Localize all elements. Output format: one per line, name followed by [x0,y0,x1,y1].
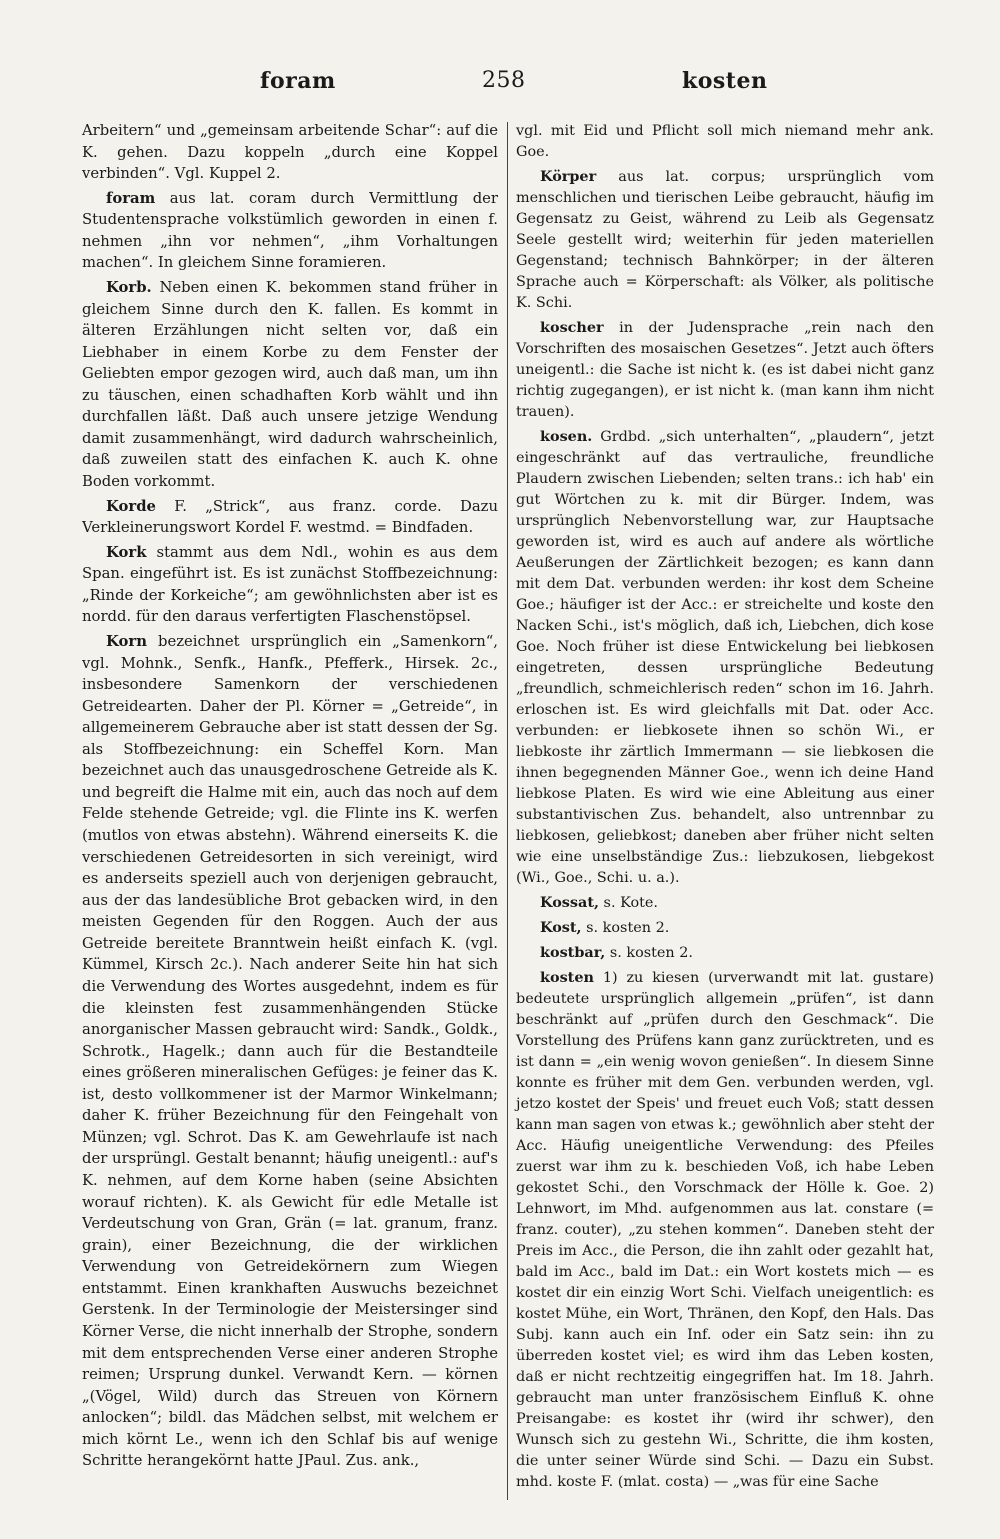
entry-headword: Korde [106,497,156,515]
entry-headword: kosten [540,969,594,986]
entry-koscher [516,317,934,423]
entry-kossat [516,892,934,914]
entry-koerper [516,166,934,314]
entry-text: s. kosten 2. [605,945,693,961]
entry-text: s. kosten 2. [581,920,670,936]
entry-headword: kostbar, [540,944,606,961]
entry-headword: Kork [106,543,147,561]
left-column [82,120,498,1475]
entry-text: F. „Strick“, aus franz. corde. Dazu Verkleinerungswort Kordel F. westmd. = Bindfaden. [82,497,498,537]
entry-headword: Körper [540,168,597,185]
entry-text: stammt aus dem Ndl., wohin es aus dem Span. eingeführt ist. Es ist zunächst Stoffbezeichnung: „Rinde der Korkeiche“; am gewöhnlichsten aber ist es nordd. für den daraus verfertigten Flaschenstöpsel. [82,543,498,626]
entry-headword: kosen. [540,428,593,445]
entry-headword: Korb. [106,278,152,296]
entry-text: vgl. mit Eid und Pflicht soll mich niemand mehr ank. Goe. [516,123,934,160]
entry-kost [516,917,934,939]
entry-headword: Korn [106,632,147,650]
entry-text: Neben einen K. bekommen stand früher in gleichem Sinne durch den K. fallen. Es kommt in älteren Erzählungen nicht selten vor, daß ein Liebhaber in einem Korbe zu dem Fenster der Geliebten empor gezogen wird, auch daß man, um ihn zu täuschen, einen schadhaften Korb wählt und ihn durchfallen läßt. Daß auch unsere jetzige Wendung damit zusammenhängt, wird dadurch wahrscheinlich, daß zuweilen statt des einfachen K. auch K. ohne Boden vorkommt. [82,278,498,490]
entry-kosten [516,967,934,1493]
entry-text: Grdbd. „sich unterhalten“, „plaudern“, jetzt eingeschränkt auf das vertrauliche, freundliche Plaudern zwischen Liebenden; selten trans.: ich hab' ein gut Wörtchen zu k. mit dir Bürger. Indem, was ursprünglich Nebenvorstellung war, zur Hauptsache geworden ist, wird es auch auf andere als wörtliche Aeußerungen der Zärtlichkeit bezogen; es kann dann mit dem Dat. verbunden werden: ihr kost dem Scheine Goe.; häufiger ist der Acc.: er streichelte und koste den Nacken Schi., ist's möglich, daß ich, Liebchen, dich kose Goe. Noch früher ist diese Entwickelung bei liebkosen eingetreten, dessen ursprüngliche Bedeutung „freundlich, schmeichlerisch reden“ schon im 16. Jahrh. erloschen ist. Es wird gleichfalls mit Dat. oder Acc. verbunden: er liebkosete ihnen so schön Wi., er liebkoste ihr zärtlich Immermann — sie liebkosen die ihnen begegnenden Männer Goe., wenn ich deine Hand liebkose Platen. Es wird wie eine Ableitung aus einer substantivischen Zus. behandelt, also untrennbar zu liebkosen, geliebkost; daneben aber früher nicht selten wie eine unselbständige Zus.: liebzukosen, liebgekost (Wi., Goe., Schi. u. a.). [516,429,934,886]
entry-headword: koscher [540,319,604,336]
entry-text: bezeichnet ursprünglich ein „Samenkorn“, vgl. Mohnk., Senfk., Hanfk., Pfefferk., Hirsek. 2c., insbesondere Samenkorn der verschiedenen Getreidearten. Daher der Pl. Körner = „Getreide“, in allgemeinerem Gebrauche aber ist statt dessen der Sg. als Stoffbezeichnung: ein Scheffel Korn. Man bezeichnet auch das unausgedroschene Getreide als K. und begreift die Halme mit ein, auch das noch auf dem Felde stehende Getreide; vgl. die Flinte ins K. werfen (mutlos von etwas abstehn). Während einerseits K. die verschiedenen Getreidesorten in sich vereinigt, wird es anderseits speziell auch von derjenigen gebraucht, aus der das landesübliche Brot gebacken wird, in den meisten Gegenden für den Roggen. Auch der aus Getreide bereitete Branntwein heißt einfach K. (vgl. Kümmel, Kirsch 2c.). Nach anderer Seite hin hat sich die Verwendung des Wortes ausgedehnt, indem es für die kleinsten fest zusammenhängenden Stücke anorganischer Massen gebraucht wird: Sandk., Goldk., Schrotk., Hagelk.; dann auch für die Bestandteile eines größeren mineralischen Gefüges: je feiner das K. ist, desto vollkommener ist der Marmor Winkelmann; daher K. früher Bezeichnung für den Feingehalt von Münzen; vgl. Schrot. Das K. am Gewehrlaufe ist nach der ursprüngl. Gestalt benannt; häufig uneigentl.: auf's K. nehmen, auf dem Korne haben (seine Absichten worauf richten). K. als Gewicht für edle Metalle ist Verdeutschung von Gran, Grän (= lat. granum, franz. grain), einer Bezeichnung, die der wirklichen Verwendung von Getreidekörnern zum Wiegen entstammt. Einen krankhaften Auswuchs bezeichnet Gerstenk. In der Terminologie der Meistersinger sind Körner Verse, die nicht innerhalb der Strophe, sondern mit dem entsprechenden Verse einer anderen Strophe reimen; Ursprung dunkel. Verwandt Kern. — körnen „(Vögel, Wild) durch das Streuen von Körnern anlocken“; bildl. das Mädchen selbst, mit welchem er mich körnt Le., wenn ich den Schlaf bis auf wenige Schritte herangekörnt hatte JPaul. Zus. ank., [82,632,498,1470]
entry-text: aus lat. coram durch Vermittlung der Studentensprache volkstümlich geworden in einen f. nehmen „ihn vor nehmen“, „ihm Vorhaltungen machen“. In gleichem Sinne foramieren. [82,189,498,272]
entry-text: 1) zu kiesen (urverwandt mit lat. gustare) bedeutete ursprünglich allgemein „prüfen“, ist dann beschränkt auf „prüfen durch den Geschmack“. Die Vorstellung des Prüfens kann ganz zurücktreten, und es ist dann = „ein wenig wovon genießen“. In diesem Sinne konnte es früher mit dem Gen. verbunden werden, vgl. jetzo kostet der Speis' und freuet euch Voß; statt dessen kann man sagen von etwas k.; gewöhnlich aber steht der Acc. Häufig uneigentliche Verwendung: des Pfeiles zuerst war ihm zu k. beschieden Voß, ich habe Leben gekostet Schi., den Vorschmack der Hölle k. Goe. 2) Lehnwort, im Mhd. aufgenommen aus lat. constare (= franz. couter), „zu stehen kommen“. Daneben steht der Preis im Acc., die Person, die ihn zahlt oder gezahlt hat, bald im Acc., bald im Dat.: ein Wort kostets mich — es kostet dir ein einzig Wort Schi. Vielfach uneigentlich: es kostet Mühe, ein Wort, Thränen, den Kopf, den Hals. Das Subj. kann auch ein Inf. oder ein Satz sein: ihn zu überreden kostet viel; es wird ihm das Leben kosten, daß er nicht rechtzeitig eingegriffen hat. Im 18. Jahrh. gebraucht man unter französischem Einfluß K. ohne Preisangabe: es kostet ihr (wird ihr schwer), den Wunsch sich zu gestehn Wi., Schritte, die ihm kosten, die unter seiner Würde sind Schi. — Dazu ein Subst. mhd. koste F. (mlat. costa) — „was für eine Sache [516,970,934,1490]
column-divider [507,122,508,1500]
entry-korb [82,277,498,493]
entry-text: in der Judensprache „rein nach den Vorschriften des mosaischen Gesetzes“. Jetzt auch öfters uneigentl.: die Sache ist nicht k. (es ist dabei nicht ganz richtig zugegangen), er ist nicht k. (man kann ihm nicht trauen). [516,320,934,420]
entry-kostbar [516,942,934,964]
entry-headword: Kossat, [540,894,599,911]
page-number: 258 [482,68,526,93]
entry-headword: Kost, [540,919,582,936]
entry-continuation [82,120,498,185]
entry-text: aus lat. corpus; ursprünglich vom menschlichen und tierischen Leibe gebraucht, häufig im Gegensatz zu Geist, während zu Leib als Gegensatz Seele gestellt wird; weiterhin für jeden materiellen Gegenstand; technisch Bahnkörper; in der älteren Sprache auch = Körperschaft: als Völker, als politische K. Schi. [516,169,934,311]
entry-kork [82,542,498,628]
page-header [82,68,928,108]
right-column [516,120,934,1496]
entry-foram [82,188,498,274]
header-left-guideword: foram [260,68,336,94]
header-right-guideword: kosten [682,68,768,94]
entry-kosen [516,426,934,889]
entry-continuation [516,120,934,163]
entry-headword: foram [106,189,156,207]
entry-text: s. Kote. [598,895,658,911]
entry-korde [82,496,498,539]
entry-text: Arbeitern“ und „gemeinsam arbeitende Schar“: auf die K. gehen. Dazu koppeln „durch eine Koppel verbinden“. Vgl. Kuppel 2. [82,122,498,183]
entry-korn [82,631,498,1472]
